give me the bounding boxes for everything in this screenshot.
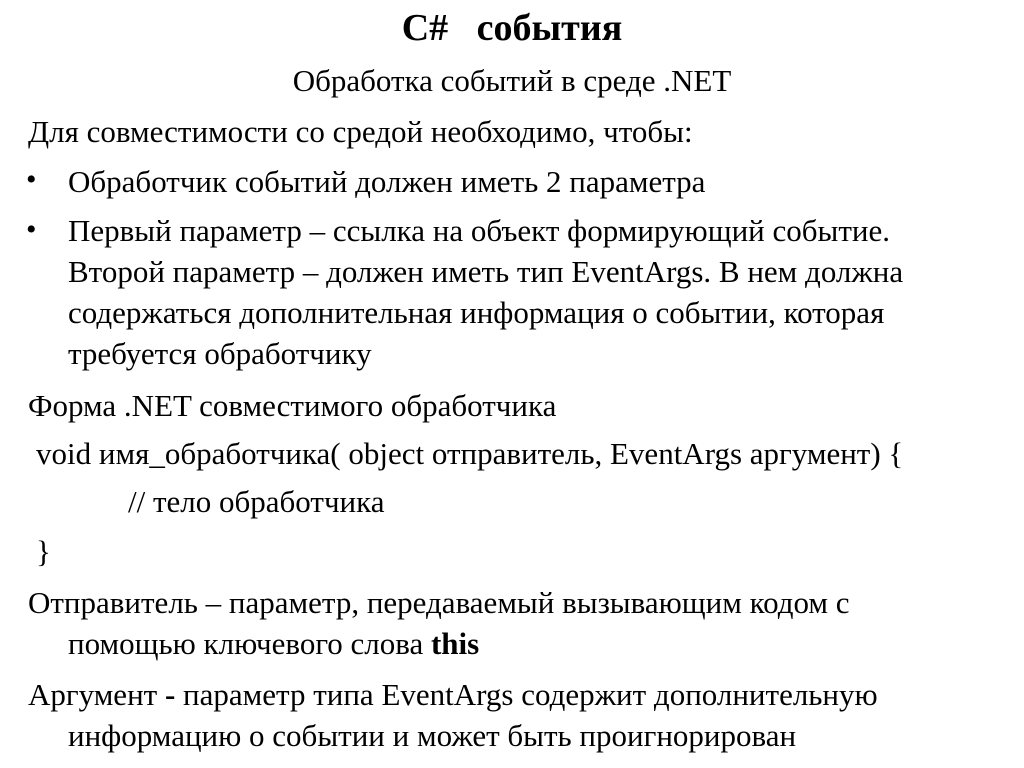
code-signature: void имя_обработчика( object отправитель, EventArgs аргумент) { [36,436,904,471]
bullet-1-text: Обработчик событий должен иметь 2 параметра [68,164,706,199]
slide-subtitle: Обработка событий в среде .NET [292,63,732,98]
bullet-dot-icon: • [26,213,37,246]
slide-title: C# события [401,7,623,49]
intro-text: Для совместимости со средой необходимо, чтобы: [28,114,693,149]
bullet-2-line: требуется обработчику [68,336,372,371]
bullet-2-line: Второй параметр – должен иметь тип EventArgs. В нем должна [68,254,904,289]
code-body-comment: // тело обработчика [128,484,385,519]
sender-line-2-text: помощью ключевого слова [68,626,431,661]
form-heading: Форма .NET совместимого обработчика [28,388,557,423]
bullet-2-text [68,210,903,374]
argument-line-1-rest: параметр типа EventArgs содержит дополнительную [183,677,878,712]
argument-dash: - [157,677,184,712]
bullet-dot-icon: • [26,163,37,196]
sender-description [28,582,850,664]
argument-description [28,674,878,756]
this-keyword: this [430,626,480,661]
sender-line-2 [28,623,850,664]
argument-line-2: информацию о событии и может быть проигнорирован [68,718,797,753]
sender-line-1: Отправитель – параметр, передаваемый вызывающим кодом с [28,585,850,620]
bullet-2-line: содержаться дополнительная информация о событии, которая [68,295,885,330]
argument-line-1 [28,674,878,715]
argument-term: Аргумент [28,677,158,712]
bullet-2-line: Первый параметр – ссылка на объект формирующий событие. [68,213,890,248]
code-closing-brace: } [36,534,51,569]
